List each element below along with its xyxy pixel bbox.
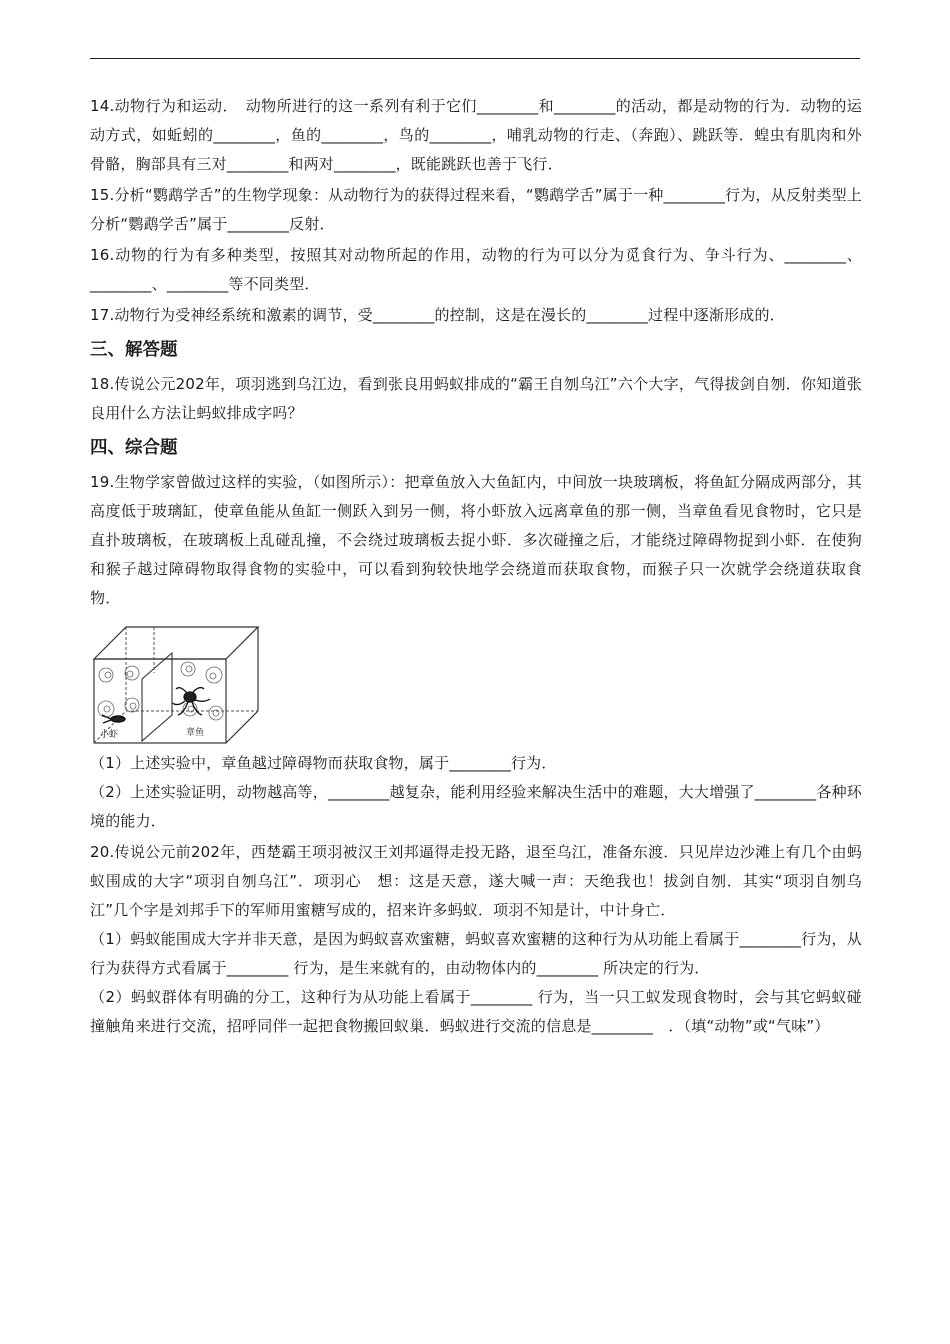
question-20-sub2: （2）蚂蚁群体有明确的分工，这种行为从功能上看属于________ 行为，当一只工蚁发现食物时，会与其它蚂蚁碰撞触角来进行交流，招呼同伴一起把食物搬回蚁巢．蚂蚁进行交流的信息是________ ．（填“动物”或“气味”） (90, 988, 862, 1035)
shrimp-label: 小虾 (100, 730, 119, 740)
question-16: 16.动物的行为有多种类型，按照其对动物所起的作用，动物的行为可以分为觅食行为、争斗行为、________、________、________等不同类型． (90, 246, 862, 293)
question-20-stem: 20.传说公元前202年，西楚霸王项羽被汉王刘邦逼得走投无路，退至乌江，准备东渡．只见岸边沙滩上有几个由蚂蚁围成的大字“项羽自刎乌江”．项羽心 想：这是天意，遂大喊一声：天绝我也！拔剑自刎．其实“项羽自刎乌江”几个字是刘邦手下的军师用蜜糖写成的，招来许多蚂蚁．项羽不知是计，中计身亡． (90, 843, 862, 919)
section-title-comprehensive: 四、综合题 (90, 438, 178, 458)
question-17: 17.动物行为受神经系统和激素的调节，受________的控制，这是在漫长的________过程中逐渐形成的． (90, 306, 785, 324)
aquarium-diagram (92, 623, 262, 745)
question-20-sub1: （1）蚂蚁能围成大字并非天意，是因为蚂蚁喜欢蜜糖，蚂蚁喜欢蜜糖的这种行为从功能上看属于________行为，从行为获得方式看属于________ 行为，是生来就有的，由动物体内的________ 所决定的行为． (90, 930, 862, 977)
question-19-sub2: （2）上述实验证明，动物越高等，________越复杂，能利用经验来解决生活中的难题，大大增强了________各种环境的能力． (90, 783, 862, 830)
worksheet-body (90, 90, 862, 1041)
aquarium-figure (92, 623, 262, 745)
header-rule (90, 58, 860, 59)
question-19-sub1: （1）上述实验中，章鱼越过障碍物而获取食物，属于________行为． (90, 754, 557, 772)
question-19-stem: 19.生物学家曾做过这样的实验，（如图所示）：把章鱼放入大鱼缸内，中间放一块玻璃板，将鱼缸分隔成两部分，其高度低于玻璃缸，使章鱼能从鱼缸一侧跃入到另一侧，将小虾放入远离章鱼的那一侧，当章鱼看见食物时，它只是直扑玻璃板，在玻璃板上乱碰乱撞，不会绕过玻璃板去捉小虾．多次碰撞之后，才能绕过障碍物捉到小虾．在使狗和猴子越过障碍物取得食物的实验中，可以看到狗较快地学会绕道而获取食物，而猴子只一次就学会绕道获取食物． (90, 473, 862, 607)
question-15: 15.分析“鹦鹉学舌”的生物学现象：从动物行为的获得过程来看，“鹦鹉学舌”属于一种________行为，从反射类型上分析“鹦鹉学舌”属于________反射． (90, 186, 862, 233)
octopus-label: 章鱼 (186, 728, 205, 738)
section-title-answer: 三、解答题 (90, 340, 178, 360)
question-14: 14.动物行为和运动． 动物所进行的这一系列有利于它们________和________的活动，都是动物的行为．动物的运动方式，如蚯蚓的________，鱼的________，鸟的________，哺乳动物的行走、（奔跑）、跳跃等．蝗虫有肌肉和外骨骼，胸部具有三对________和两对________，既能跳跃也善于飞行． (90, 97, 862, 173)
question-18: 18.传说公元202年，项羽逃到乌江边，看到张良用蚂蚁排成的“霸王自刎乌江”六个大字，气得拔剑自刎．你知道张良用什么方法让蚂蚁排成字吗？ (90, 375, 862, 422)
